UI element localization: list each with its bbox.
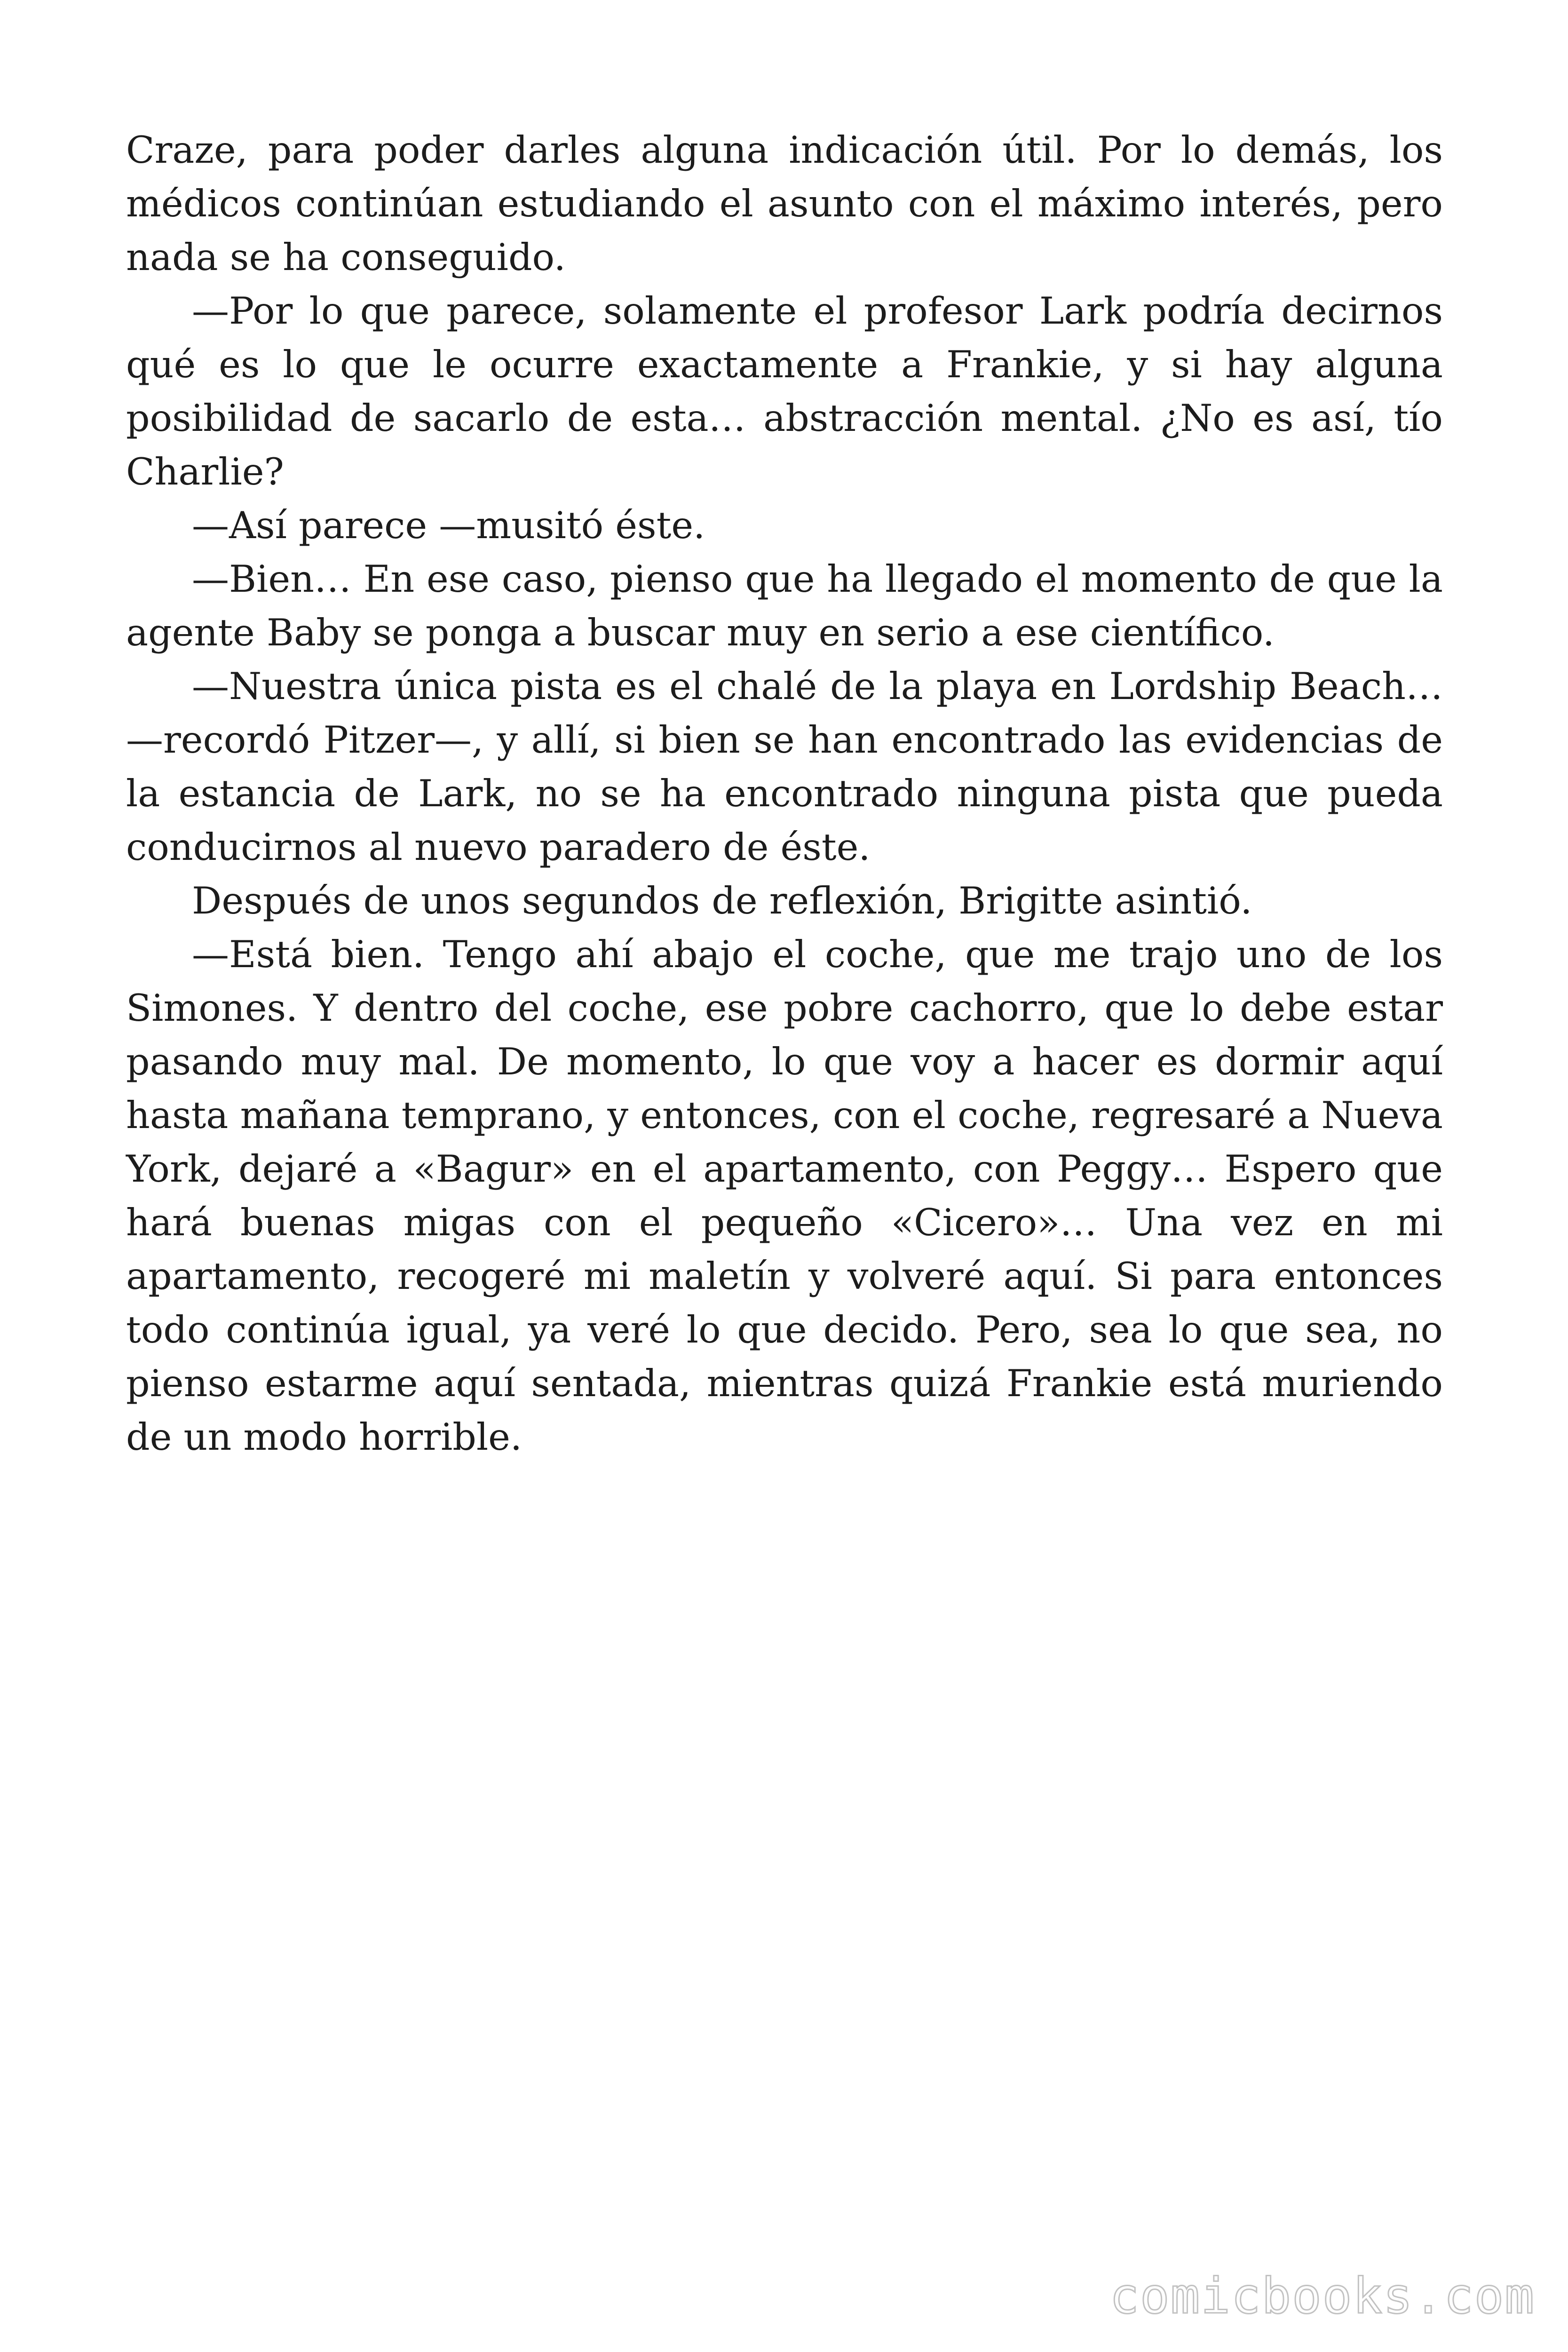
paragraph: —Así parece —musitó éste. <box>192 504 705 547</box>
paragraph: Después de unos segundos de reflexión, Brigitte asintió. <box>192 879 1252 922</box>
paragraph: —Por lo que parece, solamente el profesor Lark podría decirnos qué es lo que le ocurre exactamente a Frankie, y si hay alguna posibilidad de sacarlo de esta… abstracción mental. ¿No es así, tío Charlie? <box>126 289 1443 493</box>
watermark: comicbooks.com <box>1109 2267 1535 2325</box>
paragraph: —Está bien. Tengo ahí abajo el coche, que me trajo uno de los Simones. Y dentro del coche, ese pobre cachorro, que lo debe estar pasando muy mal. De momento, lo que voy a hacer es dormir aquí hasta mañana temprano, y entonces, con el coche, regresaré a Nueva York, dejaré a «Bagur» en el apartamento, con Peggy… Espero que hará buenas migas con el pequeño «Cicero»… Una vez en mi apartamento, recogeré mi maletín y volveré aquí. Si para entonces todo continúa igual, ya veré lo que decido. Pero, sea lo que sea, no pienso estarme aquí sentada, mientras quizá Frankie está muriendo de un modo horrible. <box>126 933 1443 1459</box>
body-text <box>126 123 1443 1464</box>
paragraph: —Bien… En ese caso, pienso que ha llegado el momento de que la agente Baby se ponga a buscar muy en serio a ese científico. <box>126 557 1443 654</box>
paragraph: —Nuestra única pista es el chalé de la playa en Lordship Beach… —recordó Pitzer—, y allí, si bien se han encontrado las evidencias de la estancia de Lark, no se ha encontrado ninguna pista que pueda conducirnos al nuevo paradero de éste. <box>126 665 1443 869</box>
paragraph: Craze, para poder darles alguna indicación útil. Por lo demás, los médicos continúan estudiando el asunto con el máximo interés, pero nada se ha conseguido. <box>126 128 1443 279</box>
